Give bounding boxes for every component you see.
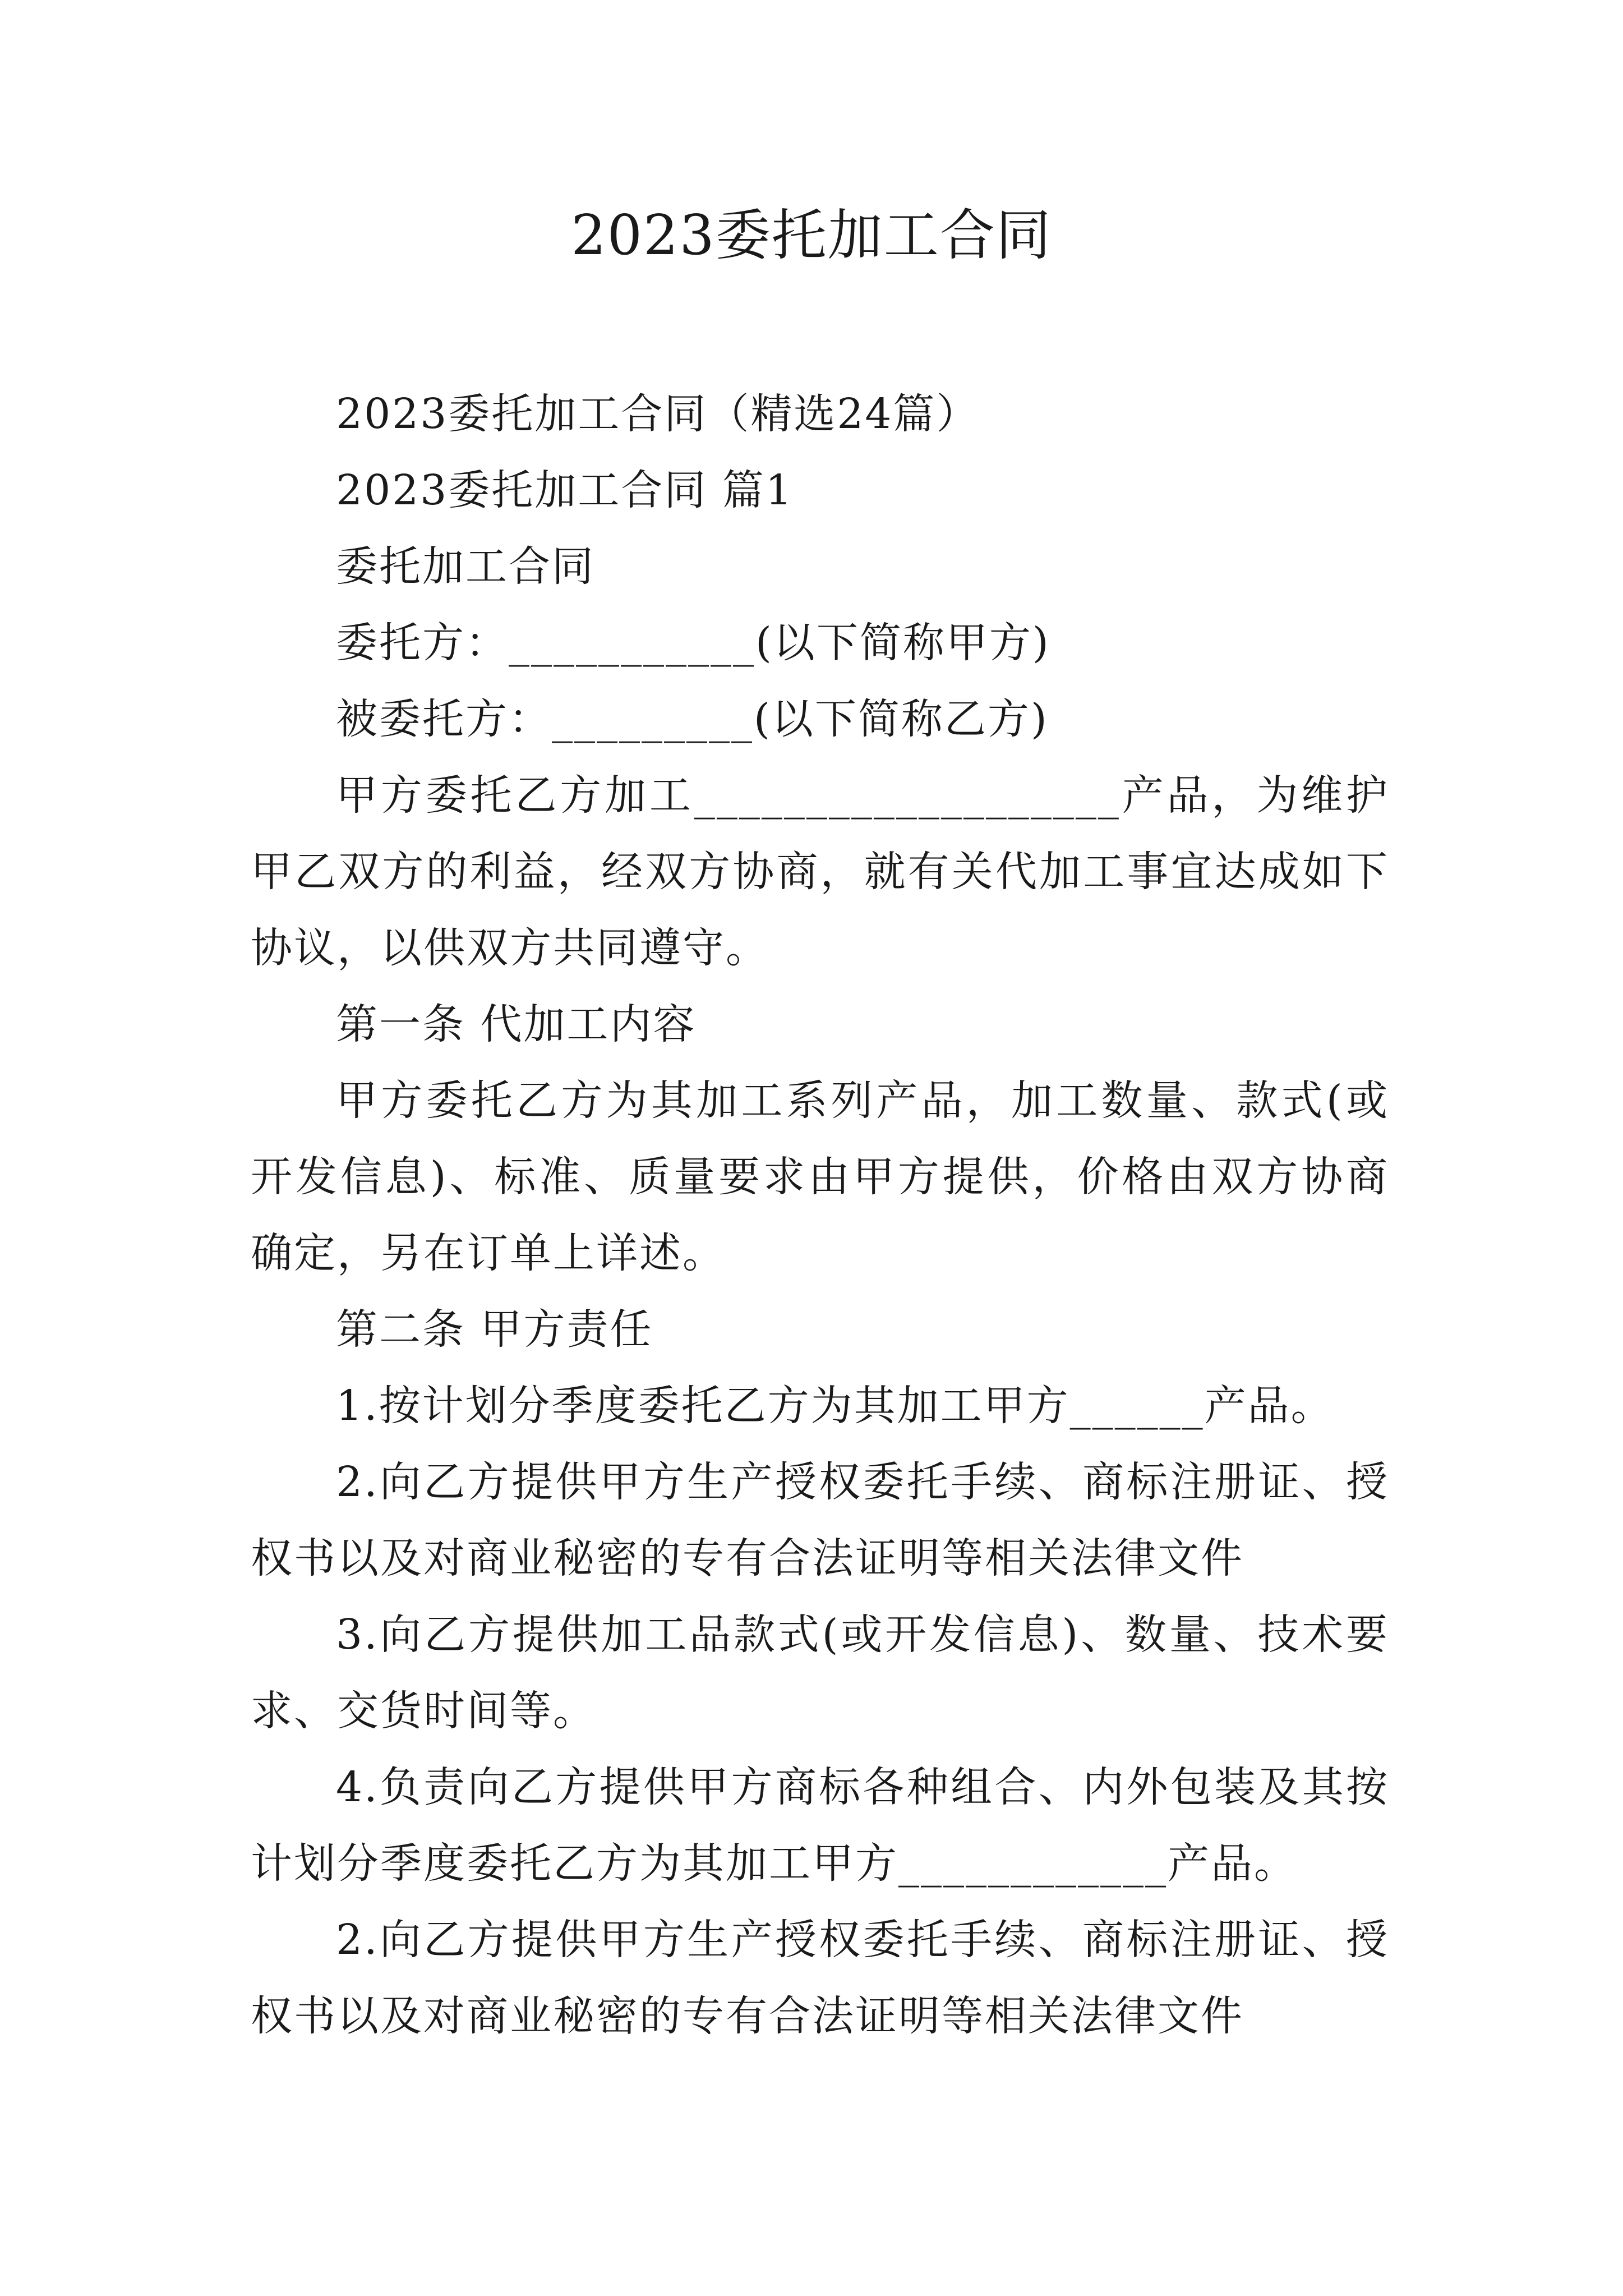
paragraph-clause-2: 2.向乙方提供甲方生产授权委托手续、商标注册证、授权书以及对商业秘密的专有合法证明等相关法律文件 — [251, 1458, 1389, 1582]
paragraph-party-b: 被委托方：_________(以下简称乙方) — [336, 695, 1049, 743]
paragraph-article-1-heading: 第一条 代加工内容 — [336, 1000, 697, 1048]
paragraph-clause-4: 4.负责向乙方提供甲方商标各种组合、内外包装及其按计划分季度委托乙方为其加工甲方____________产品。 — [251, 1763, 1389, 1888]
document-body — [251, 376, 1389, 2054]
paragraph-clause-3: 3.向乙方提供加工品款式(或开发信息)、数量、技术要求、交货时间等。 — [251, 1611, 1389, 1735]
paragraph-section-heading: 2023委托加工合同 篇1 — [336, 466, 794, 514]
paragraph-subtitle: 2023委托加工合同（精选24篇） — [336, 390, 980, 438]
paragraph-article-2-heading: 第二条 甲方责任 — [336, 1305, 653, 1354]
paragraph-clause-1: 1.按计划分季度委托乙方为其加工甲方______产品。 — [336, 1382, 1334, 1430]
paragraph-preamble: 甲方委托乙方加工___________________产品，为维护甲乙双方的利益，经双方协商，就有关代加工事宜达成如下协议，以供双方共同遵守。 — [251, 771, 1389, 972]
document-title: 2023委托加工合同 — [571, 204, 1052, 268]
paragraph-clause-2-repeat: 2.向乙方提供甲方生产授权委托手续、商标注册证、授权书以及对商业秘密的专有合法证明等相关法律文件 — [251, 1916, 1389, 2040]
paragraph-contract-name: 委托加工合同 — [336, 542, 595, 591]
paragraph-party-a: 委托方：___________(以下简称甲方) — [336, 619, 1050, 667]
paragraph-article-1-content: 甲方委托乙方为其加工系列产品，加工数量、款式(或开发信息)、标准、质量要求由甲方提供，价格由双方协商确定，另在订单上详述。 — [251, 1076, 1389, 1277]
